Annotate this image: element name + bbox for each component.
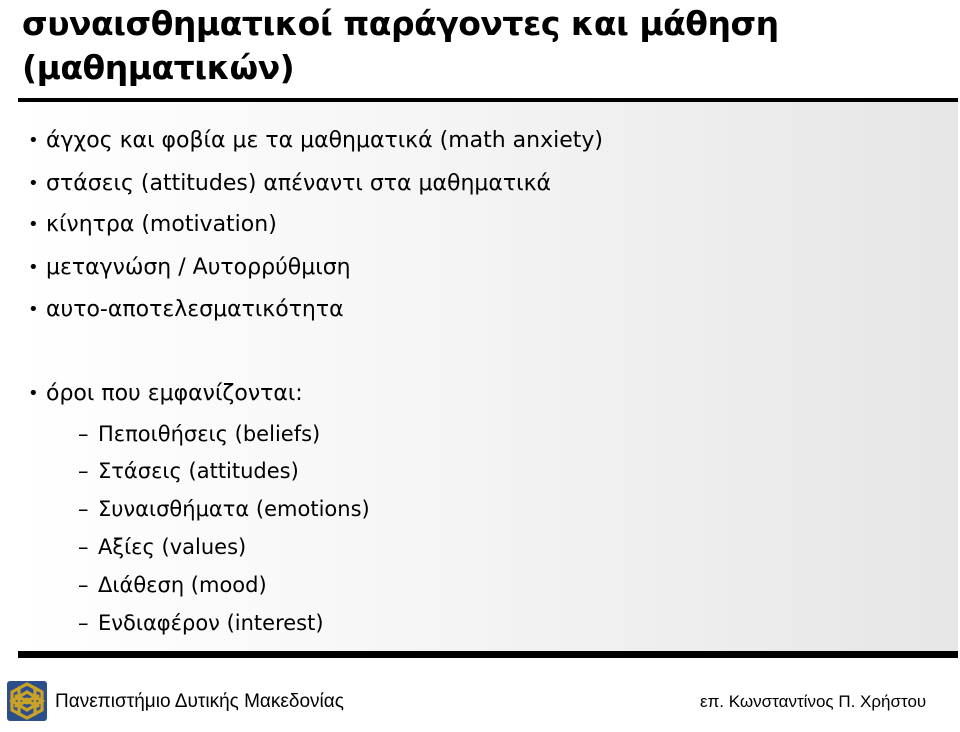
bullet-text: κίνητρα (motivation) — [46, 212, 277, 237]
footer-author: επ. Κωνσταντίνος Π. Χρήστου — [700, 692, 927, 711]
slide-title — [22, 2, 942, 90]
term-text: Συναισθήματα (emotions) — [98, 497, 370, 521]
dash-icon: – — [78, 497, 89, 521]
bullet-item — [28, 171, 551, 197]
term-item — [78, 534, 246, 560]
term-item — [78, 572, 267, 598]
term-item — [78, 458, 299, 484]
bullet-text: στάσεις (attitudes) απέναντι στα μαθηματικά — [46, 171, 552, 196]
bullet-text: άγχος και φοβία με τα μαθηματικά (math anxiety) — [46, 128, 604, 153]
footer-university: Πανεπιστήμιο Δυτικής Μακεδονίας — [55, 691, 344, 712]
bullet-item — [28, 255, 351, 281]
dash-icon: – — [78, 422, 89, 446]
term-item — [78, 421, 320, 447]
bullet-icon: • — [28, 257, 39, 278]
term-item — [78, 496, 370, 522]
title-line-2: (μαθηματικών) — [22, 48, 295, 87]
bullet-icon: • — [28, 130, 39, 151]
terms-heading-text: όροι που εμφανίζονται: — [46, 381, 303, 406]
dash-icon: – — [78, 573, 89, 597]
term-text: Αξίες (values) — [98, 535, 247, 559]
bullet-icon: • — [28, 173, 39, 194]
term-text: Ενδιαφέρον (interest) — [98, 611, 324, 635]
bottom-rule — [18, 651, 958, 658]
logo-center — [24, 698, 31, 705]
term-item — [78, 610, 324, 636]
terms-heading — [28, 381, 303, 407]
bullet-text: αυτο-αποτελεσματικότητα — [46, 297, 344, 322]
logo-graphic — [4, 678, 50, 724]
bullet-icon: • — [28, 383, 39, 404]
dash-icon: – — [78, 535, 89, 559]
bullet-item — [28, 128, 603, 154]
bullet-item — [28, 212, 277, 238]
term-text: Πεποιθήσεις (beliefs) — [98, 422, 321, 446]
dash-icon: – — [78, 459, 89, 483]
university-knot-logo-icon — [4, 678, 50, 724]
term-text: Στάσεις (attitudes) — [98, 459, 299, 483]
title-line-1: συναισθηματικοί παράγοντες και μάθηση — [22, 4, 779, 43]
bullet-text: μεταγνώση / Αυτορρύθμιση — [46, 255, 351, 280]
dash-icon: – — [78, 611, 89, 635]
term-text: Διάθεση (mood) — [98, 573, 267, 597]
bullet-icon: • — [28, 299, 39, 320]
bullet-item — [28, 297, 344, 323]
bullet-icon: • — [28, 214, 39, 235]
